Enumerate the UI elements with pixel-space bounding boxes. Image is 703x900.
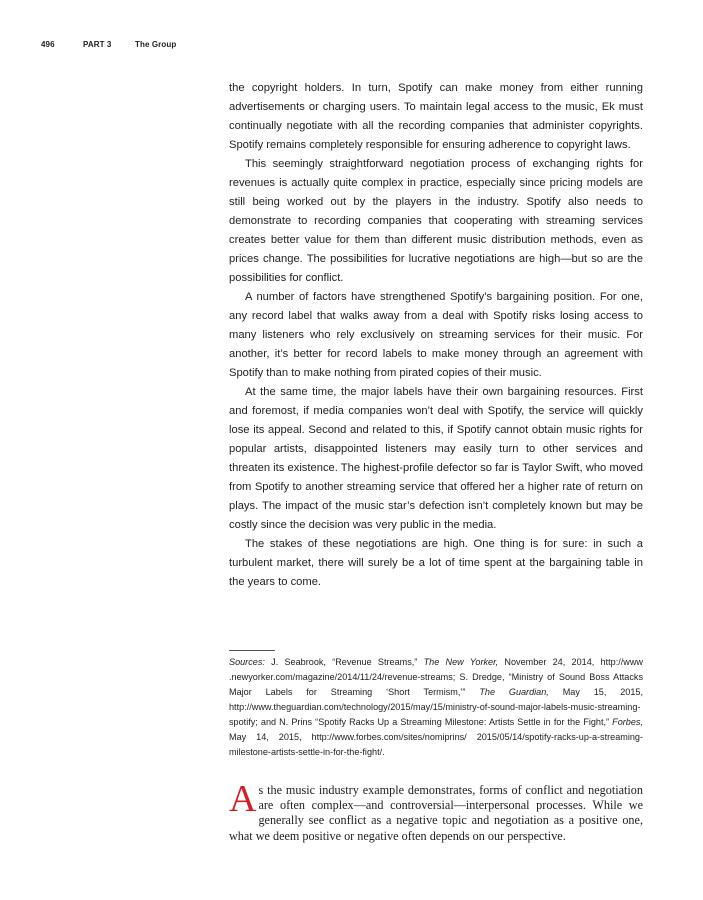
running-header xyxy=(41,40,176,49)
source-text: May 14, 2015, http://www.forbes.com/sites/nomiprins/ 2015/05/14/spotify-racks-up-a-streaming-milestone-artists-settle-in-for-the-fight/. xyxy=(229,732,643,757)
source-text: November 24, 2014, http://www .newyorker.com/magazine/2014/11/24/revenue-streams; S. Dredge, “Ministry of Sound Boss Attacks Major Labels for Streaming ‘Short Termism,’” xyxy=(229,657,643,697)
paragraph: the copyright holders. In turn, Spotify can make money from either running advertisements or charging users. To maintain legal access to the music, Ek must continually negotiate with all the recording companies that administer copyrights. Spotify remains completely responsible for ensuring adherence to copyright laws. xyxy=(229,82,643,151)
part-label: PART 3 xyxy=(83,40,112,49)
sources-note xyxy=(229,655,643,760)
publication-name: The New Yorker, xyxy=(423,657,499,667)
paragraph: A number of factors have strengthened Spotify’s bargaining position. For one, any record label that walks away from a deal with Spotify risks losing access to many listeners who rely exclusively on streaming services for their music. For another, it’s better for record labels to make money through an agreement with Spotify than to make nothing from pirated copies of their music. xyxy=(229,291,643,379)
source-text: J. Seabrook, “Revenue Streams,” xyxy=(271,657,418,667)
sources-label: Sources: xyxy=(229,657,265,667)
paragraph: The stakes of these negotiations are high. One thing is for sure: in such a turbulent market, there will surely be a lot of time spent at the bargaining table in the years to come. xyxy=(229,538,643,588)
body-text xyxy=(229,79,643,592)
drop-cap: A xyxy=(229,778,257,820)
publication-name: The Guardian, xyxy=(479,687,549,697)
page-number: 496 xyxy=(41,40,55,49)
intro-text: s the music industry example demonstrates, forms of conflict and negotiation are often complex—and controversial—interpersonal processes. While we generally see conflict as a negative topic and negotiation as a positive one, what we deem positive or negative often depends on our perspective. xyxy=(229,783,643,843)
section-intro xyxy=(229,778,643,844)
source-text: May 15, 2015, http://www.theguardian.com/technology/2015/may/15/ministry-of-sound-major-labels-music-streaming-spotify; and N. Prins “Spotify Racks Up a Streaming Milestone: Artists Settle in for the Fight,” xyxy=(229,687,643,727)
section-title: The Group xyxy=(135,40,177,49)
footnote-divider xyxy=(229,650,275,651)
paragraph: This seemingly straightforward negotiation process of exchanging rights for revenues is actually quite complex in practice, especially since pricing models are still being worked out by the players in the industry. Spotify also needs to demonstrate to recording companies that cooperating with streaming services creates better value for them than different music distribution methods, even as prices change. The possibilities for lucrative negotiations are high—but so are the possibilities for conflict. xyxy=(229,158,643,284)
paragraph: At the same time, the major labels have their own bargaining resources. First and foremost, if media companies won’t deal with Spotify, the service will quickly lose its appeal. Second and related to this, if Spotify cannot obtain music rights for popular artists, disappointed listeners may easily turn to other services and threaten its existence. The highest-profile defector so far is Taylor Swift, who moved from Spotify to another streaming service that offered her a higher rate of return on plays. The impact of the music star’s defection isn’t completely known but may be costly since the decision was very public in the media. xyxy=(229,386,643,531)
publication-name: Forbes, xyxy=(612,717,643,727)
